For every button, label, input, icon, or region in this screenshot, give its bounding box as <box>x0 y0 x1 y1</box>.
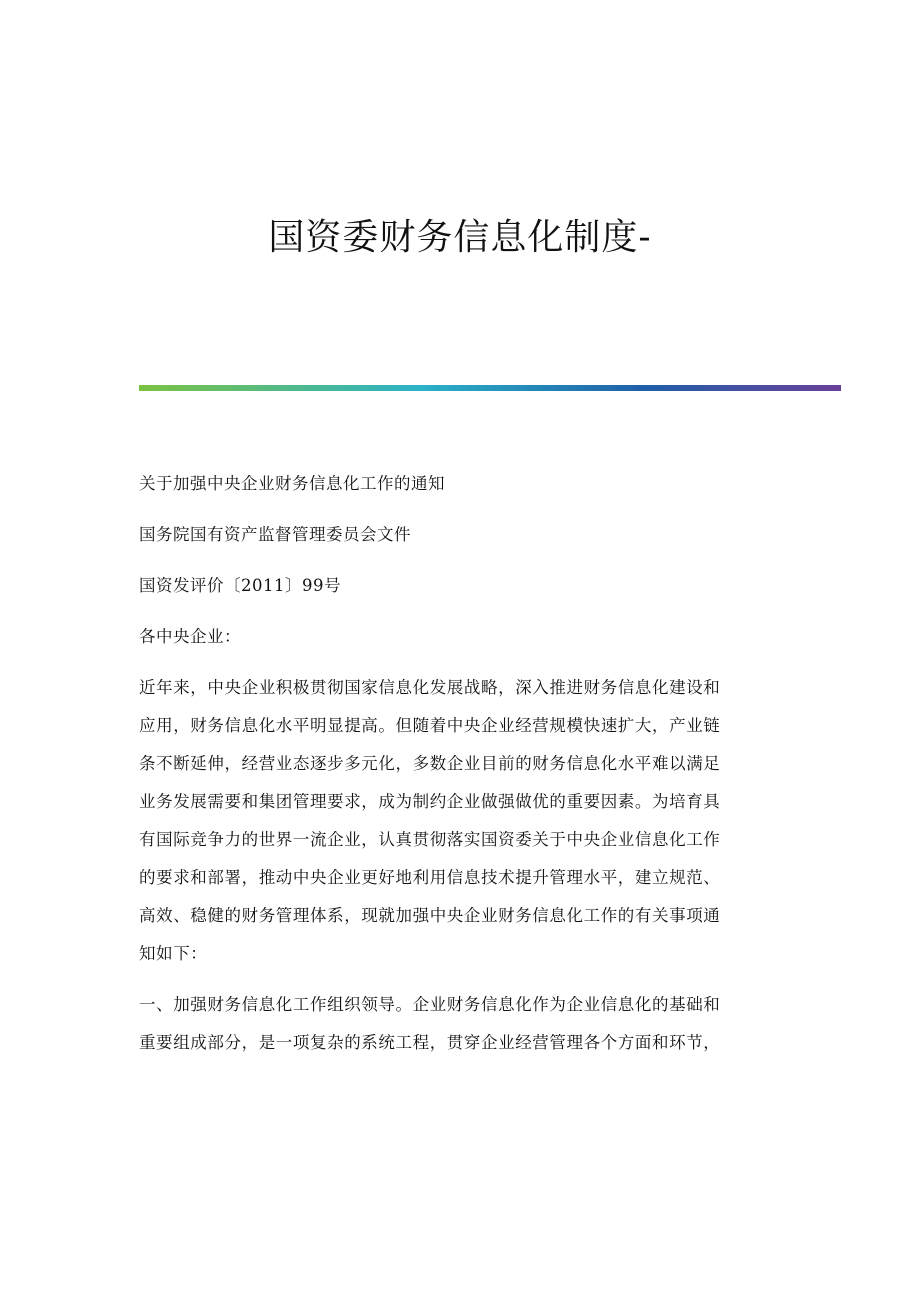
paragraph-section-one <box>139 986 779 1062</box>
title-divider <box>139 385 841 391</box>
paragraph-line: 高效、稳健的财务管理体系，现就加强中央企业财务信息化工作的有关事项通 <box>139 906 721 925</box>
paragraph-line: 有国际竞争力的世界一流企业，认真贯彻落实国资委关于中央企业信息化工作 <box>139 830 721 849</box>
paragraph-line: 业务发展需要和集团管理要求，成为制约企业做强做优的重要因素。为培育具 <box>139 792 721 811</box>
paragraph-line: 条不断延伸，经营业态逐步多元化，多数企业目前的财务信息化水平难以满足 <box>139 754 721 773</box>
paragraph-line: 知如下： <box>139 944 208 963</box>
document-title: 国资委财务信息化制度- <box>268 217 652 258</box>
paragraph-line: 重要组成部分，是一项复杂的系统工程，贯穿企业经营管理各个方面和环节， <box>139 1033 721 1052</box>
issuer-line: 国务院国有资产监督管理委员会文件 <box>139 525 411 544</box>
document-number: 国资发评价〔2011〕99号 <box>139 576 341 595</box>
paragraph-line: 一、加强财务信息化工作组织领导。企业财务信息化作为企业信息化的基础和 <box>139 995 721 1014</box>
paragraph-line: 的要求和部署，推动中央企业更好地利用信息技术提升管理水平，建立规范、 <box>139 868 721 887</box>
paragraph-intro <box>139 669 779 973</box>
document-body <box>139 465 779 1075</box>
notice-title: 关于加强中央企业财务信息化工作的通知 <box>139 474 445 493</box>
salutation: 各中央企业： <box>139 627 241 646</box>
paragraph-line: 应用，财务信息化水平明显提高。但随着中央企业经营规模快速扩大，产业链 <box>139 716 721 735</box>
paragraph-line: 近年来，中央企业积极贯彻国家信息化发展战略，深入推进财务信息化建设和 <box>139 678 721 697</box>
